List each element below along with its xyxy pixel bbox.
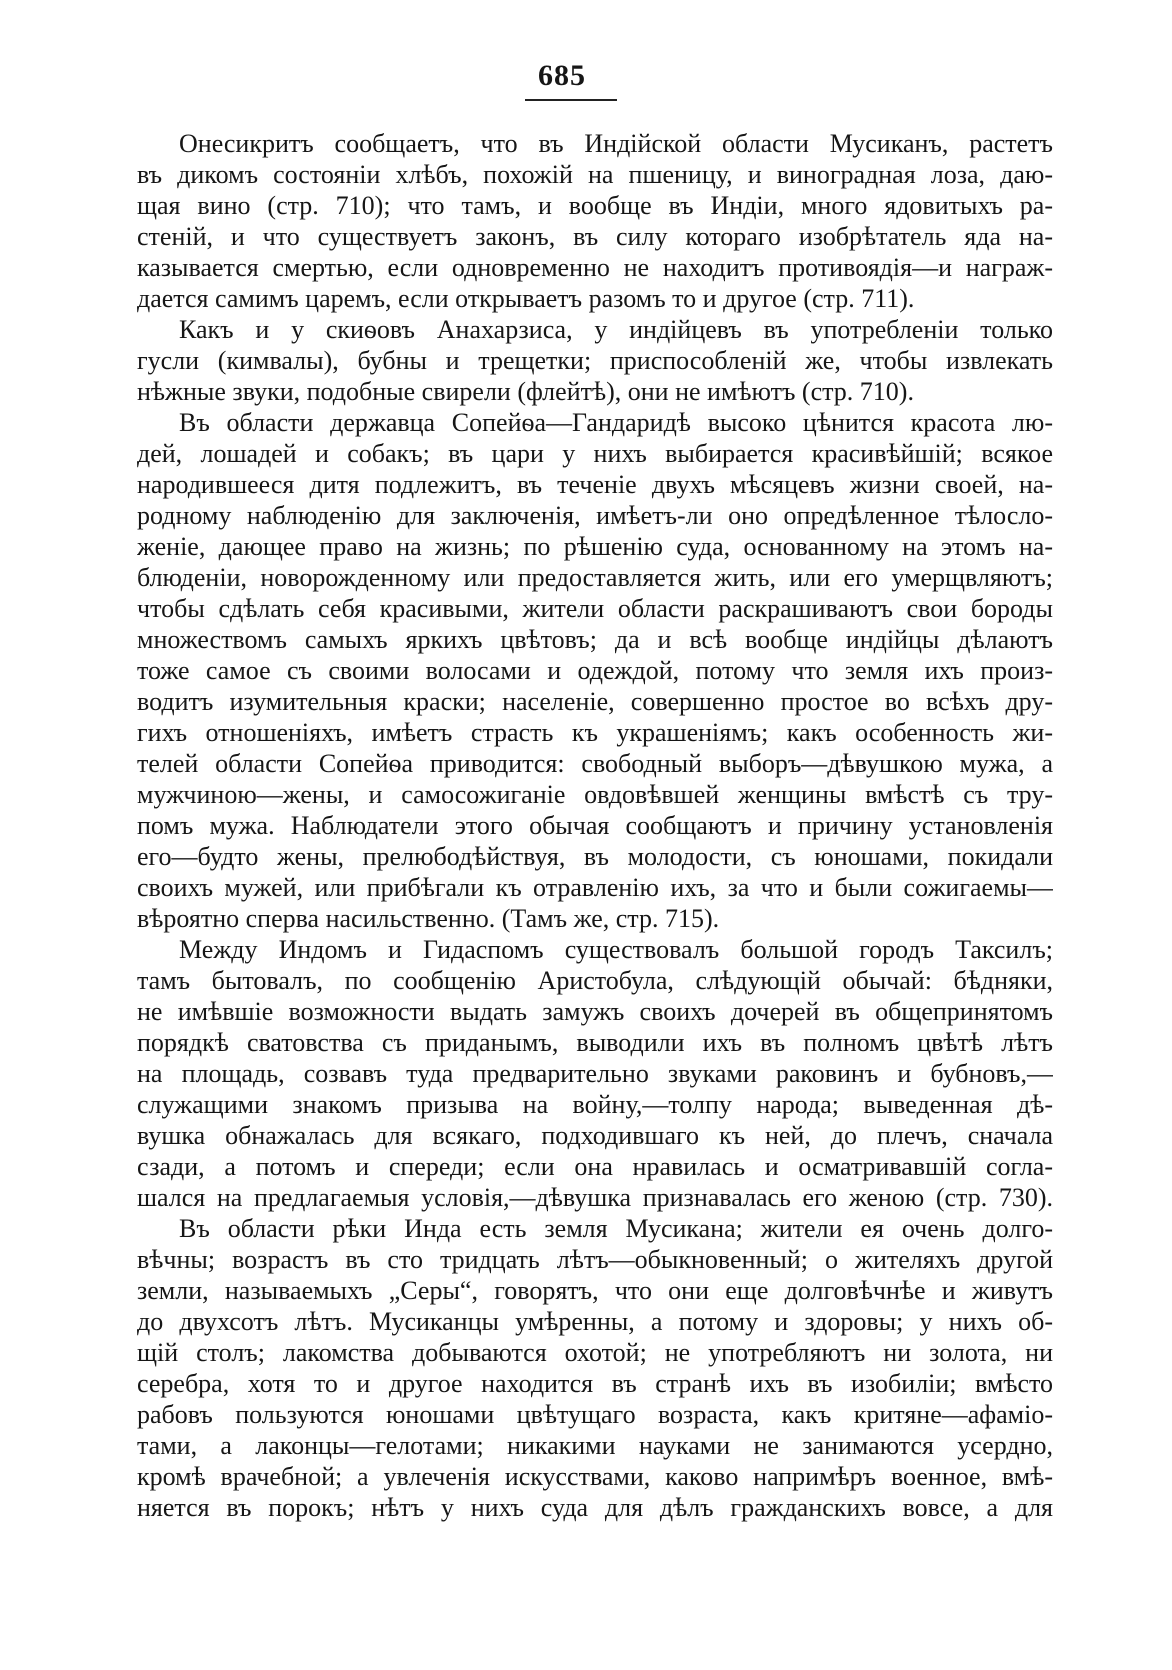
page-number-rule (525, 99, 617, 101)
text-line: казывается смертью, если одновременно не находитъ противоядія—и награж- (137, 253, 1053, 282)
page-number: 685 (538, 59, 586, 92)
text-line: женіе, дающее право на жизнь; по рѣшенію суда, основанному на этомъ на- (137, 532, 1053, 561)
text-line: не имѣвшіе возможности выдать замужъ своихъ дочерей въ общепринятомъ (137, 997, 1053, 1026)
text-line: родному наблюденію для заключенія, имѣетъ-ли оно опредѣленное тѣлосло- (137, 501, 1053, 530)
text-line: своихъ мужей, или прибѣгали къ отравленію ихъ, за что и были сожигаемы— (137, 873, 1053, 902)
text-line: вѣроятно сперва насильственно. (Тамъ же, стр. 715). (137, 904, 720, 933)
text-line: сзади, а потомъ и спереди; если она нравилась и осматривавшій согла- (137, 1152, 1053, 1181)
text-line: Въ области рѣки Инда есть земля Мусикана; жители ея очень долго- (179, 1214, 1053, 1243)
text-line: няется въ порокъ; нѣтъ у нихъ суда для дѣлъ гражданскихъ вовсе, а для (137, 1493, 1053, 1522)
text-line: рабовъ пользуются юношами цвѣтущаго возраста, какъ критяне—афаміо- (137, 1400, 1053, 1429)
text-line: Какъ и у скиѳовъ Анахарзиса, у индійцевъ въ употребленіи только (179, 315, 1053, 344)
text-line: нѣжные звуки, подобные свирели (флейтѣ), они не имѣютъ (стр. 710). (137, 377, 914, 406)
text-line: вѣчны; возрастъ въ сто тридцать лѣтъ—обыкновенный; о жителяхъ другой (137, 1245, 1053, 1274)
text-line: дей, лошадей и собакъ; въ цари у нихъ выбирается красивѣйшій; всякое (137, 439, 1053, 468)
text-line: на площадь, созвавъ туда предварительно звуками раковинъ и бубновъ,— (137, 1059, 1053, 1088)
text-line: множествомъ самыхъ яркихъ цвѣтовъ; да и всѣ вообще индійцы дѣлаютъ (137, 625, 1053, 654)
text-line: порядкѣ сватовства съ приданымъ, выводили ихъ въ полномъ цвѣтѣ лѣтъ (137, 1028, 1053, 1057)
text-line: Между Индомъ и Гидаспомъ существовалъ большой городъ Таксилъ; (179, 935, 1053, 964)
text-line: водитъ изумительныя краски; населеніе, совершенно простое во всѣхъ дру- (137, 687, 1053, 716)
text-line: вушка обнажалась для всякаго, подходившаго къ ней, до плечъ, сначала (137, 1121, 1053, 1150)
text-line: стеній, и что существуетъ законъ, въ силу котораго изобрѣтатель яда на- (137, 222, 1053, 251)
text-line: шался на предлагаемыя условія,—дѣвушка признавалась его женою (стр. 730). (137, 1183, 1053, 1212)
text-line: тоже самое съ своими волосами и одеждой, потому что земля ихъ произ- (137, 656, 1053, 685)
text-line: дается самимъ царемъ, если открываетъ разомъ то и другое (стр. 711). (137, 284, 915, 313)
text-line: чтобы сдѣлать себя красивыми, жители области раскрашиваютъ свои бороды (137, 594, 1053, 623)
text-line: народившееся дитя подлежитъ, въ теченіе двухъ мѣсяцевъ жизни своей, на- (137, 470, 1053, 499)
text-line: мужчиною—жены, и самосожиганіе овдовѣвшей женщины вмѣстѣ съ тру- (137, 780, 1053, 809)
text-line: щая вино (стр. 710); что тамъ, и вообще въ Индіи, много ядовитыхъ ра- (137, 191, 1053, 220)
text-line: блюденіи, новорожденному или предоставляется жить, или его умерщвляютъ; (137, 563, 1053, 592)
text-line: гусли (кимвалы), бубны и трещетки; приспособленій же, чтобы извлекать (137, 346, 1053, 375)
text-line: въ дикомъ состояніи хлѣбъ, похожій на пшеницу, и виноградная лоза, даю- (137, 160, 1053, 189)
text-line: телей области Сопейѳа приводится: свободный выборъ—дѣвушкою мужа, а (137, 749, 1053, 778)
body-text (137, 128, 1053, 1523)
text-line: земли, называемыхъ „Серы“, говорятъ, что они еще долговѣчнѣе и живутъ (137, 1276, 1053, 1305)
text-line: до двухсотъ лѣтъ. Мусиканцы умѣренны, а потому и здоровы; у нихъ об- (137, 1307, 1053, 1336)
text-line: помъ мужа. Наблюдатели этого обычая сообщаютъ и причину установленія (137, 811, 1053, 840)
text-line: гихъ отношеніяхъ, имѣетъ страсть къ украшеніямъ; какъ особенность жи- (137, 718, 1053, 747)
text-line: щій столъ; лакомства добываются охотой; не употребляютъ ни золота, ни (137, 1338, 1053, 1367)
text-line: Въ области державца Сопейѳа—Гандаридѣ высоко цѣнится красота лю- (179, 408, 1053, 437)
text-line: серебра, хотя то и другое находится въ странѣ ихъ въ изобиліи; вмѣсто (137, 1369, 1053, 1398)
text-line: кромѣ врачебной; а увлеченія искусствами, каково напримѣръ военное, вмѣ- (137, 1462, 1053, 1491)
text-line: тамъ бытовалъ, по сообщенію Аристобула, слѣдующій обычай: бѣдняки, (137, 966, 1053, 995)
text-line: его—будто жены, прелюбодѣйствуя, въ молодости, съ юношами, покидали (137, 842, 1053, 871)
text-line: служащими знакомъ призыва на войну,—толпу народа; выведенная дѣ- (137, 1090, 1053, 1119)
text-line: Онесикритъ сообщаетъ, что въ Индійской области Мусиканъ, растетъ (179, 129, 1053, 158)
text-line: тами, а лаконцы—гелотами; никакими науками не занимаются усердно, (137, 1431, 1053, 1460)
